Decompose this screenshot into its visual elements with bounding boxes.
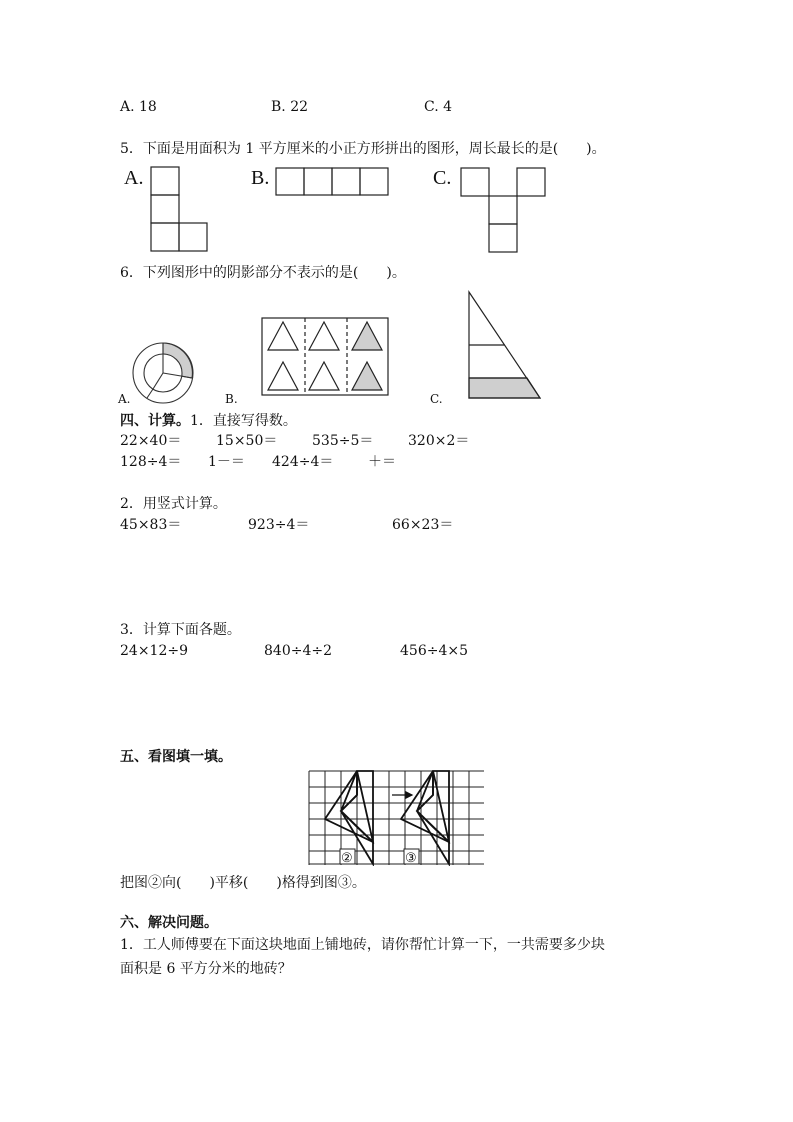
q5-a-square [151, 167, 179, 195]
q6-figures [115, 290, 555, 408]
translation-grid [308, 770, 484, 866]
q5-b-square [332, 168, 360, 195]
q6-triangle-panel [262, 318, 388, 395]
calc-item: 535÷5＝ [312, 433, 374, 449]
q5-b-square [360, 168, 388, 195]
q5-label-a: A. [124, 167, 144, 189]
section-4-title: 四、计算。 [120, 413, 190, 429]
q6-ring [133, 343, 193, 403]
section-5-question: 把图②向( )平移( )格得到图③。 [120, 875, 366, 891]
figure-3-outline [417, 771, 449, 842]
q6-label-a: A. [118, 392, 131, 406]
calc-item: 66×23＝ [392, 517, 454, 533]
section-6-title: 六、解决问题。 [120, 915, 218, 931]
option-c: C. 4 [424, 99, 453, 115]
section-4-sub3: 3．计算下面各题。 [120, 622, 241, 638]
q6-label-c: C. [430, 392, 443, 406]
q5-b-square [304, 168, 332, 195]
q5-c-square [489, 196, 517, 224]
question-6-text: 6．下列图形中的阴影部分不表示的是( )。 [120, 265, 406, 281]
section-4-sub2: 2．用竖式计算。 [120, 496, 227, 512]
q5-a-square [151, 195, 179, 223]
calc-item: 424÷4＝ [272, 454, 334, 470]
q5-label-b: B. [251, 167, 270, 189]
calc-item: 923÷4＝ [248, 517, 310, 533]
option-b: B. 22 [271, 99, 309, 115]
q5-c-square [517, 168, 545, 196]
calc-item: 840÷4÷2 [264, 643, 332, 659]
question-6-1-line2: 面积是 6 平方分米的地砖？ [120, 961, 292, 977]
question-6-1-line1: 1．工人师傅要在下面这块地面上铺地砖，请你帮忙计算一下，一共需要多少块 [120, 937, 605, 953]
translation-arrow [392, 792, 412, 798]
option-a: A. 18 [120, 99, 157, 115]
section-4-sub1: 1．直接写得数。 [190, 413, 297, 429]
q6-right-triangle [469, 292, 540, 398]
calc-item: 24×12÷9 [120, 643, 188, 659]
calc-item: 128÷4＝ [120, 454, 182, 470]
q5-a-square [151, 223, 179, 251]
q5-figures [118, 162, 558, 258]
calc-item: 456÷4×5 [400, 643, 468, 659]
calc-item: ＋＝ [368, 454, 396, 470]
calc-item: 22×40＝ [120, 433, 182, 449]
question-5-text: 5．下面是用面积为 1 平方厘米的小正方形拼出的图形，周长最长的是( )。 [120, 141, 606, 157]
q5-label-c: C. [433, 167, 452, 189]
calc-item: 15×50＝ [216, 433, 278, 449]
q5-c-square [489, 224, 517, 252]
q5-b-square [276, 168, 304, 195]
section-5-title: 五、看图填一填。 [120, 749, 232, 765]
section-4-heading [120, 412, 297, 430]
calc-item: 1－＝ [208, 454, 245, 470]
q5-c-square [461, 168, 489, 196]
figure-3-label: ③ [405, 851, 417, 866]
calc-item: 45×83＝ [120, 517, 182, 533]
q6-label-b: B. [225, 392, 238, 406]
calc-item: 320×2＝ [408, 433, 470, 449]
figure-2-label: ② [341, 851, 353, 866]
q5-a-square [179, 223, 207, 251]
